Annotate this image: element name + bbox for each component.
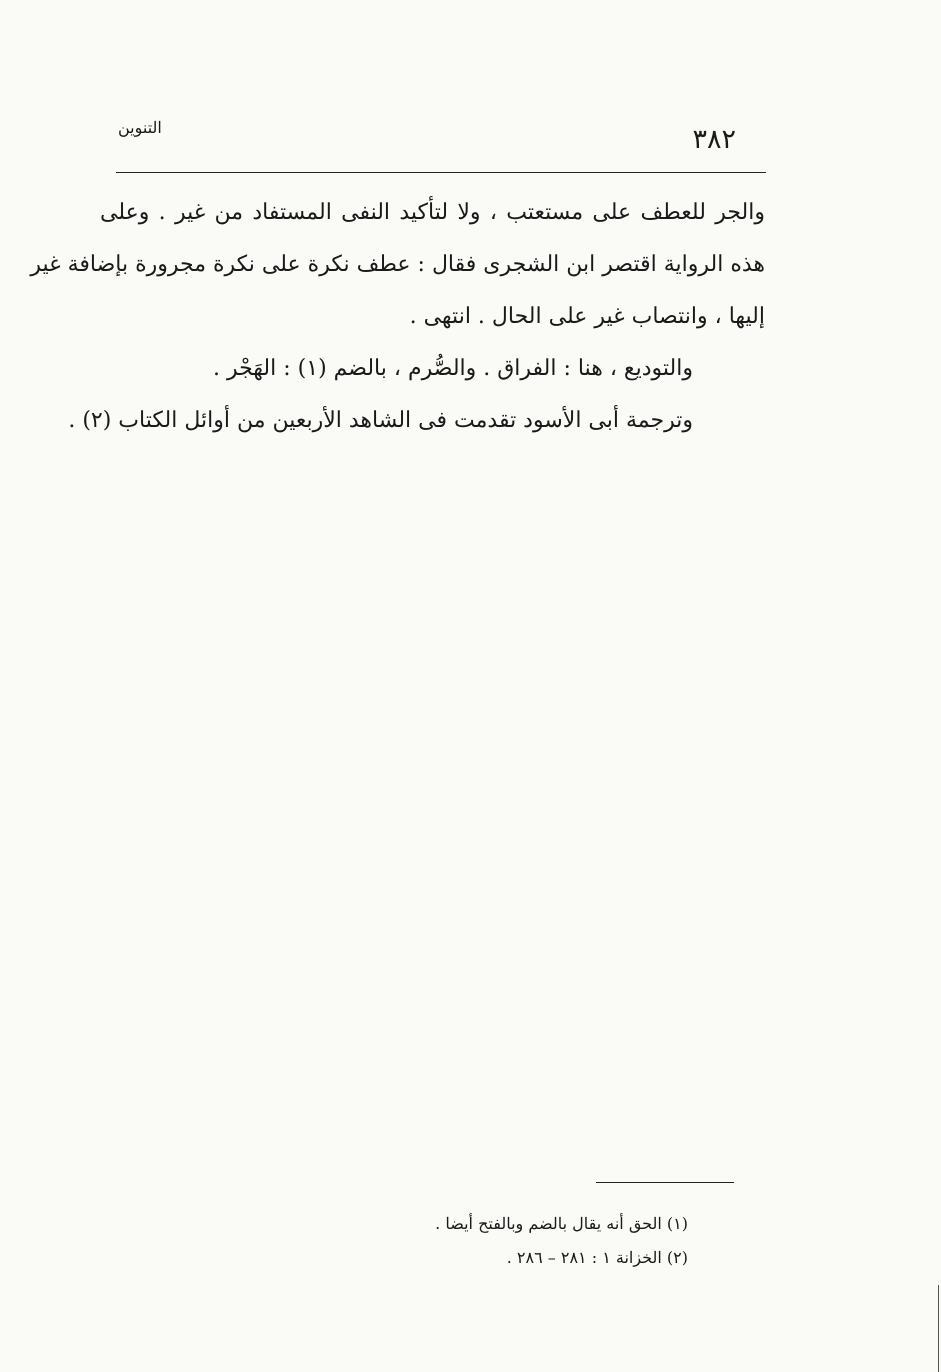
footnote-1: (١) الحق أنه يقال بالضم وبالفتح أيضا .	[435, 1214, 688, 1233]
body-line-4: والتوديع ، هنا : الفراق . والصُّرم ، بالضم (١) : الهَجْر .	[212, 356, 693, 381]
body-line-5: وترجمة أبى الأسود تقدمت فى الشاهد الأربعين من أوائل الكتاب (٢) .	[68, 408, 693, 433]
running-title: التنوين	[118, 118, 162, 137]
header-rule	[116, 172, 766, 173]
footnote-rule	[596, 1182, 734, 1183]
footnotes	[300, 1207, 688, 1275]
page-number: ٣٨٢	[692, 124, 736, 155]
body-text	[30, 187, 765, 447]
body-line-1: والجر للعطف على مستعتب ، ولا لتأكيد النفى المستفاد من غير . وعلى	[100, 200, 765, 225]
scan-edge-line	[938, 1285, 939, 1372]
body-line-2: هذه الرواية اقتصر ابن الشجرى فقال : عطف نكرة على نكرة مجرورة بإضافة غير	[30, 252, 765, 277]
body-line-3: إليها ، وانتصاب غير على الحال . انتهى .	[409, 304, 765, 329]
footnote-2: (٢) الخزانة ١ : ٢٨١ – ٢٨٦ .	[506, 1248, 688, 1267]
